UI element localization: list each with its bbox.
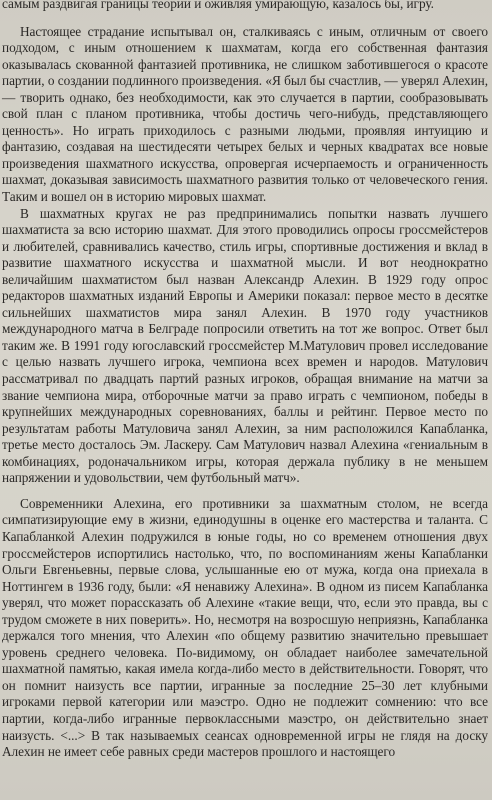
paragraph-continued: самым раздвигая границы теории и оживляя умирающую, казалось бы, игру. — [2, 0, 434, 11]
paragraph-best-player: В шахматных кругах не раз предпринимались попытки назвать лучшего шахматиста за всю историю шахмат. Для этого проводились опросы гроссмейстеров и любителей, сравнивались качество, стиль игры, спортивные достижения и вклад в развитие шахматного искусства и шахматной мысли. И вот неоднократно величайшим шахматистом был назван Александр Алехин. В 1929 году опрос редакторов шахматных изданий Европы и Америки показал: первое место в десятке сильнейших шахматистов мира занял Алехин. В 1970 году участников международного матча в Белграде попросили ответить на тот же вопрос. Ответ был таким же. В 1991 году югославский гроссмейстер М.Матулович провел исследование с целью назвать лучшего игрока, чемпиона всех времен и народов. Матулович рассматривал по двадцать партий разных игроков, обращая внимание на матчи за звание чемпиона мира, отборочные матчи за право играть с чемпионом, победы в крупнейших международных соревнованиях, баллы и рейтинг. Первое место по результатам работы Матуловича занял Алехин, за ним расположился Капабланка, третье место досталось Эм. Ласкеру. Сам Матулович назвал Алехина «гениальным в комбинациях, родоначальником игры, которая держала публику в не меньшем напряжении и удовольствии, чем футбольный матч». — [2, 205, 488, 486]
paragraph-contemporaries: Современники Алехина, его противники за шахматным столом, не всегда симпатизирующие ему в жизни, единодушны в оценке его мастерства и таланта. С Капабланкой Алехин подружился в юные годы, но со временем отношения двух гроссмейстеров испортились настолько, что, по воспоминаниям жены Капабланки Ольги Евгеньевны, первые слова, услышанные ею от мужа, когда она приехала в Ноттингем в 1936 году, были: «Я ненавижу Алехина». В одном из писем Капабланка уверял, что может порассказать об Алехине «такие вещи, что, если это правда, вы с трудом сможете в них поверить». Но, несмотря на возросшую неприязнь, Капабланка держался того мнения, что Алехин «по общему развитию значительно превышает уровень среднего человека. По-видимому, он обладает наиболее замечательной шахматной памятью, какая имела когда-либо место в действительности. Говорят, что он помнит наизусть все партии, игранные за последние 25–30 лет клубными игроками первой категории или маэстро. Одно не подлежит сомнению: что все партии, когда-либо игранные первоклассными маэстро, он действительно знает наизусть. <...> В так называемых сеансах одновременной игры не глядя на доску Алехин не имеет себе равных среди мастеров прошлого и настоящего — [2, 495, 488, 760]
page-text — [2, 0, 488, 761]
paragraph-suffering: Настоящее страдание испытывал он, сталкиваясь с иным, отличным от своего подходом, с иным отношением к шахматам, когда его собственная фантазия оказывалась скованной фантазией противника, не слишком заботившегося о красоте партии, о создании подлинного произведения. «Я был бы счастлив, — уверял Алехин, — творить однако, без необходимости, как это случается в партии, сообразовывать свой план с планом противника, чтобы достичь чего-нибудь, представляющего ценность». Но играть приходилось с разными людьми, проявляя интуицию и фантазию, создавая на шестидесяти четырех белых и черных квадратах все новые произведения шахматного искусства, опровергая исчерпаемость и ограниченность шахмат, доказывая зависимость шахматного развития только от человеческого гения. Таким и вошел он в историю мировых шахмат. — [2, 23, 488, 205]
